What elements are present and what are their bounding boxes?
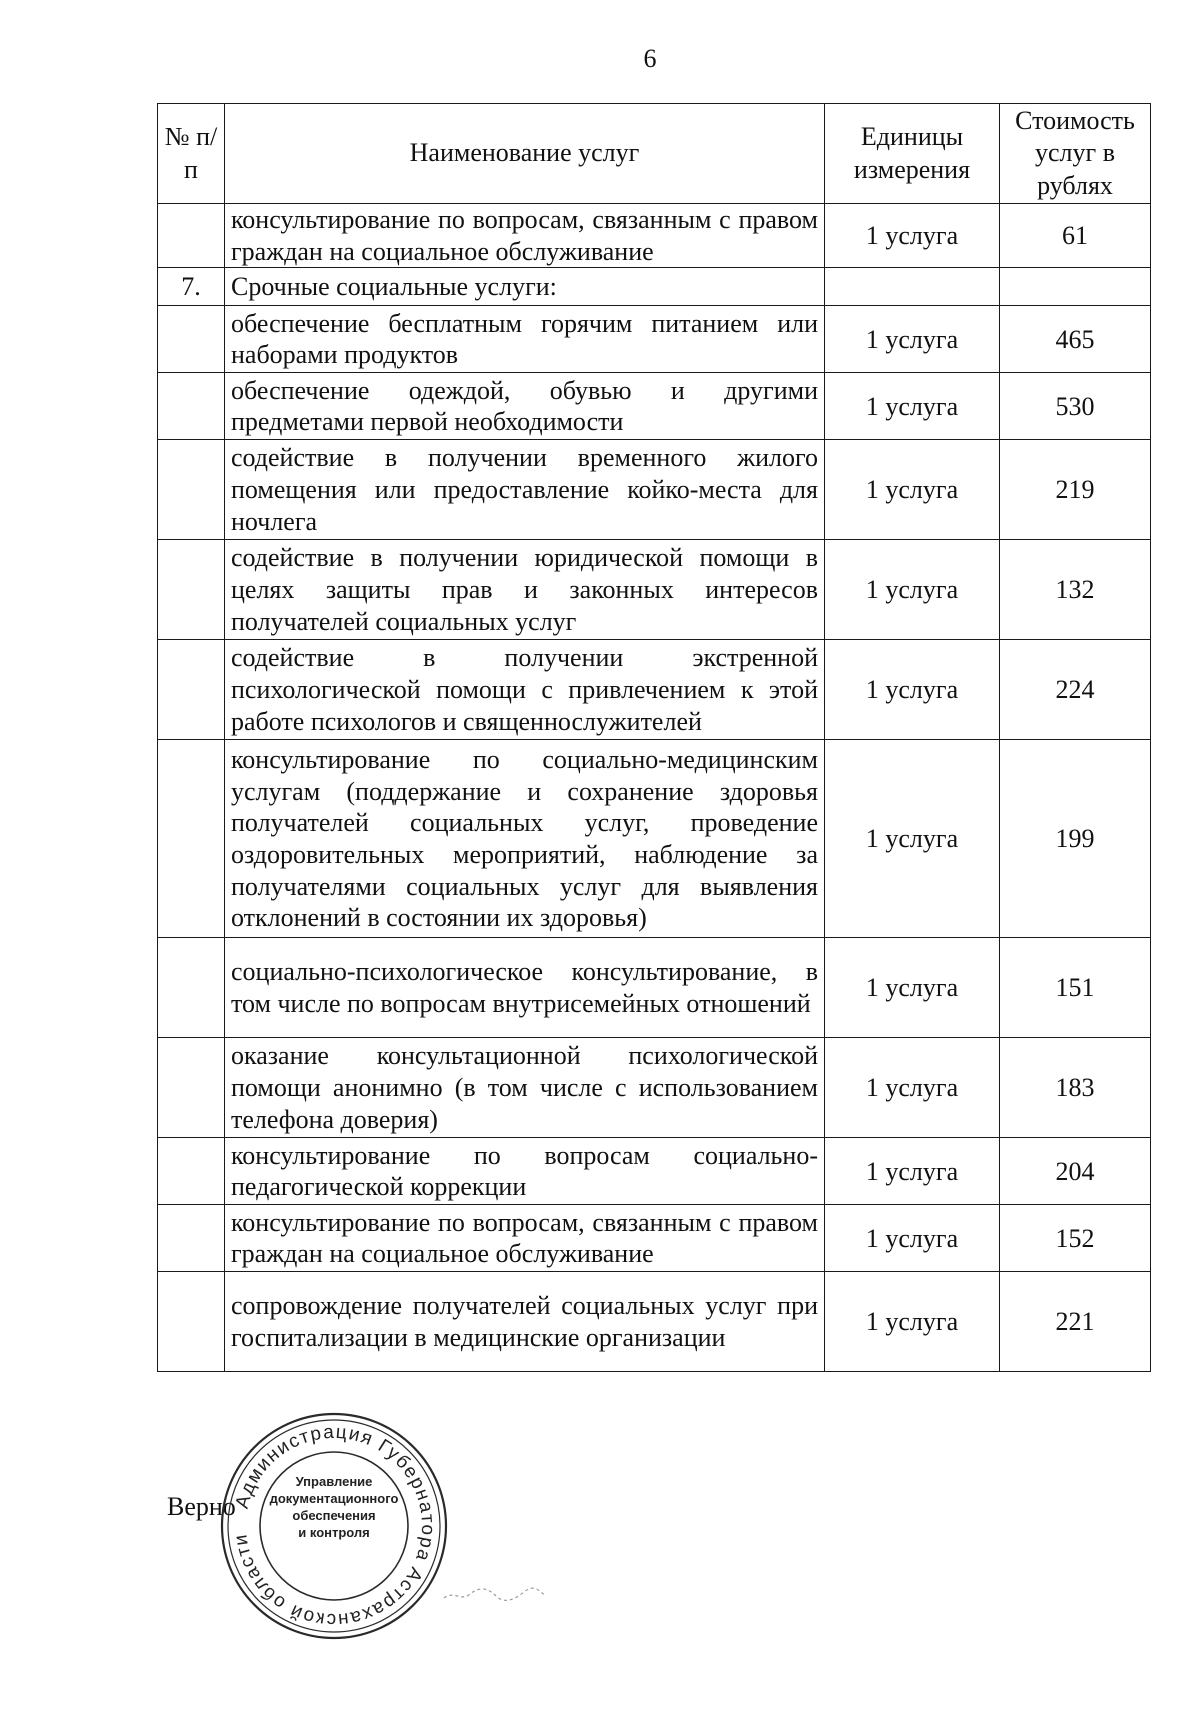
row-cost: 132	[1000, 540, 1151, 640]
row-unit: 1 услуга	[825, 204, 1000, 268]
row-service-name	[225, 373, 825, 440]
row-cost: 530	[1000, 373, 1151, 440]
row-service-text: Срочные социальные услуги:	[231, 272, 557, 302]
table-row	[158, 306, 1151, 373]
table-row	[158, 440, 1151, 540]
row-service-name	[225, 306, 825, 373]
row-service-text: консультирование по вопросам, связанным с правом граждан на социальное обслуживание	[231, 1207, 818, 1269]
stamp-line: обеспечения	[292, 1507, 376, 1523]
row-service-name	[225, 938, 825, 1038]
row-number	[158, 540, 225, 640]
stamp-line: и контроля	[298, 1524, 370, 1540]
faint-signature-mark	[440, 1580, 550, 1606]
row-number	[158, 440, 225, 540]
row-number	[158, 740, 225, 938]
row-service-text: консультирование по социально-медицинским услугам (поддержание и сохранение здоровья получателей социальных услуг, проведение оздоровительных мероприятий, наблюдение за получателями социальных услуг для выявления отклонений в состоянии их здоровья)	[231, 744, 818, 933]
row-service-name	[225, 1138, 825, 1205]
row-service-text: содействие в получении юридической помощи в целях защиты прав и законных интересов получателей социальных услуг	[231, 543, 818, 636]
table-row	[158, 640, 1151, 740]
header-unit: Единицы измерения	[825, 104, 1000, 204]
row-number	[158, 204, 225, 268]
row-service-text: социально-психологическое консультирование, в том числе по вопросам внутрисемейных отношений	[231, 957, 818, 1018]
table-row	[158, 1038, 1151, 1138]
table-row	[158, 1205, 1151, 1272]
table-row	[158, 540, 1151, 640]
row-unit: 1 услуга	[825, 1205, 1000, 1272]
stamp-line: Управление	[295, 1474, 373, 1489]
row-service-text: обеспечение бесплатным горячим питанием или наборами продуктов	[231, 308, 818, 370]
row-cost: 199	[1000, 740, 1151, 938]
row-service-text: сопровождение получателей социальных услуг при госпитализации в медицинские организации	[231, 1291, 818, 1352]
row-unit: 1 услуга	[825, 306, 1000, 373]
row-number: 7.	[158, 268, 225, 306]
row-cost: 204	[1000, 1138, 1151, 1205]
official-round-stamp	[218, 1410, 450, 1642]
row-cost: 219	[1000, 440, 1151, 540]
row-unit: 1 услуга	[825, 373, 1000, 440]
row-cost	[1000, 268, 1151, 306]
row-unit: 1 услуга	[825, 440, 1000, 540]
certification-area	[0, 1380, 1200, 1718]
services-price-table	[157, 103, 1151, 1372]
row-unit: 1 услуга	[825, 938, 1000, 1038]
row-service-name	[225, 440, 825, 540]
row-number	[158, 1138, 225, 1205]
row-cost: 152	[1000, 1205, 1151, 1272]
row-number	[158, 938, 225, 1038]
row-unit: 1 услуга	[825, 1272, 1000, 1372]
row-number	[158, 373, 225, 440]
header-number: № п/п	[158, 104, 225, 204]
row-unit: 1 услуга	[825, 1038, 1000, 1138]
stamp-line: документационного	[269, 1490, 399, 1506]
table-row	[158, 938, 1151, 1038]
table-row	[158, 1272, 1151, 1372]
row-unit: 1 услуга	[825, 1138, 1000, 1205]
page-number: 6	[643, 44, 657, 73]
row-service-name	[225, 204, 825, 268]
row-cost: 465	[1000, 306, 1151, 373]
row-unit: 1 услуга	[825, 640, 1000, 740]
row-service-text: содействие в получении экстренной психологической помощи с привлечением к этой работе психологов и священнослужителей	[231, 643, 818, 736]
row-number	[158, 1038, 225, 1138]
row-cost: 221	[1000, 1272, 1151, 1372]
row-number	[158, 1205, 225, 1272]
row-unit: 1 услуга	[825, 540, 1000, 640]
row-unit	[825, 268, 1000, 306]
table-row	[158, 268, 1151, 306]
row-unit: 1 услуга	[825, 740, 1000, 938]
row-number	[158, 1272, 225, 1372]
row-number	[158, 306, 225, 373]
stamp-ring-text: Администрация Губернатора Астраханской области	[230, 1421, 439, 1631]
row-service-name	[225, 1272, 825, 1372]
row-service-text: консультирование по вопросам социально-педагогической коррекции	[231, 1140, 818, 1202]
table-row	[158, 373, 1151, 440]
table-row	[158, 740, 1151, 938]
table-row	[158, 1138, 1151, 1205]
row-cost: 183	[1000, 1038, 1151, 1138]
header-service-name: Наименование услуг	[225, 104, 825, 204]
row-service-text: содействие в получении временного жилого помещения или предоставление койко-места для ночлега	[231, 443, 818, 536]
table-header-row	[158, 104, 1151, 204]
header-cost: Стоимость услуг в рублях	[1000, 104, 1151, 204]
row-cost: 61	[1000, 204, 1151, 268]
row-service-name	[225, 540, 825, 640]
verno-label: Верно	[167, 1492, 236, 1521]
row-service-name	[225, 1038, 825, 1138]
row-service-text: оказание консультационной психологической помощи анонимно (в том числе с использованием телефона доверия)	[231, 1041, 818, 1134]
row-service-text: обеспечение одеждой, обувью и другими предметами первой необходимости	[231, 375, 818, 437]
row-number	[158, 640, 225, 740]
row-service-name	[225, 1205, 825, 1272]
row-cost: 224	[1000, 640, 1151, 740]
row-service-name	[225, 740, 825, 938]
stamp-center-text	[266, 1474, 402, 1542]
row-service-name	[225, 268, 825, 306]
row-service-text: консультирование по вопросам, связанным с правом граждан на социальное обслуживание	[231, 205, 818, 266]
row-cost: 151	[1000, 938, 1151, 1038]
row-service-name	[225, 640, 825, 740]
table-row	[158, 204, 1151, 268]
